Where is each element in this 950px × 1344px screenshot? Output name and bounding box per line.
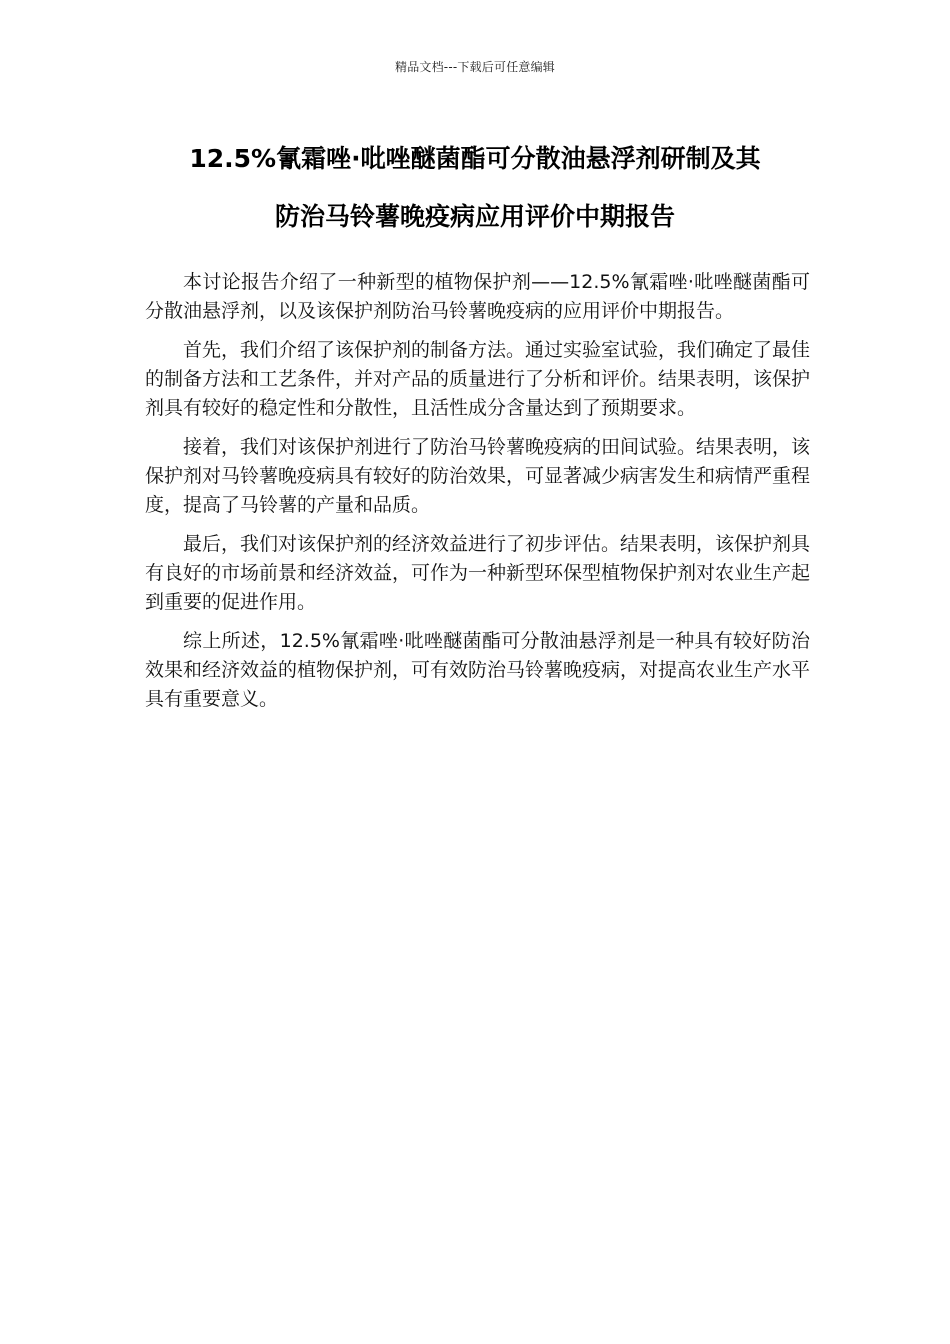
paragraph-preparation: 首先，我们介绍了该保护剂的制备方法。通过实验室试验，我们确定了最佳的制备方法和工艺条件，并对产品的质量进行了分析和评价。结果表明，该保护剂具有较好的稳定性和分散性，且活性成分含量达到了预期要求。 [145, 339, 811, 419]
paragraph-field-trial: 接着，我们对该保护剂进行了防治马铃薯晚疫病的田间试验。结果表明，该保护剂对马铃薯晚疫病具有较好的防治效果，可显著减少病害发生和病情严重程度，提高了马铃薯的产量和品质。 [145, 436, 811, 516]
paragraph-intro: 本讨论报告介绍了一种新型的植物保护剂——12.5%氰霜唑·吡唑醚菌酯可分散油悬浮剂，以及该保护剂防治马铃薯晚疫病的应用评价中期报告。 [145, 271, 810, 322]
header-note: 精品文档---下载后可任意编辑 [395, 60, 555, 74]
paragraph-economics: 最后，我们对该保护剂的经济效益进行了初步评估。结果表明，该保护剂具有良好的市场前景和经济效益，可作为一种新型环保型植物保护剂对农业生产起到重要的促进作用。 [145, 533, 811, 613]
document-body [145, 268, 810, 724]
paragraph-conclusion: 综上所述，12.5%氰霜唑·吡唑醚菌酯可分散油悬浮剂是一种具有较好防治效果和经济效益的植物保护剂，可有效防治马铃薯晚疫病，对提高农业生产水平具有重要意义。 [145, 630, 811, 710]
title-line-1: 12.5%氰霜唑·吡唑醚菌酯可分散油悬浮剂研制及其 [189, 144, 761, 173]
document-title [110, 130, 840, 246]
title-line-2: 防治马铃薯晚疫病应用评价中期报告 [274, 202, 675, 231]
